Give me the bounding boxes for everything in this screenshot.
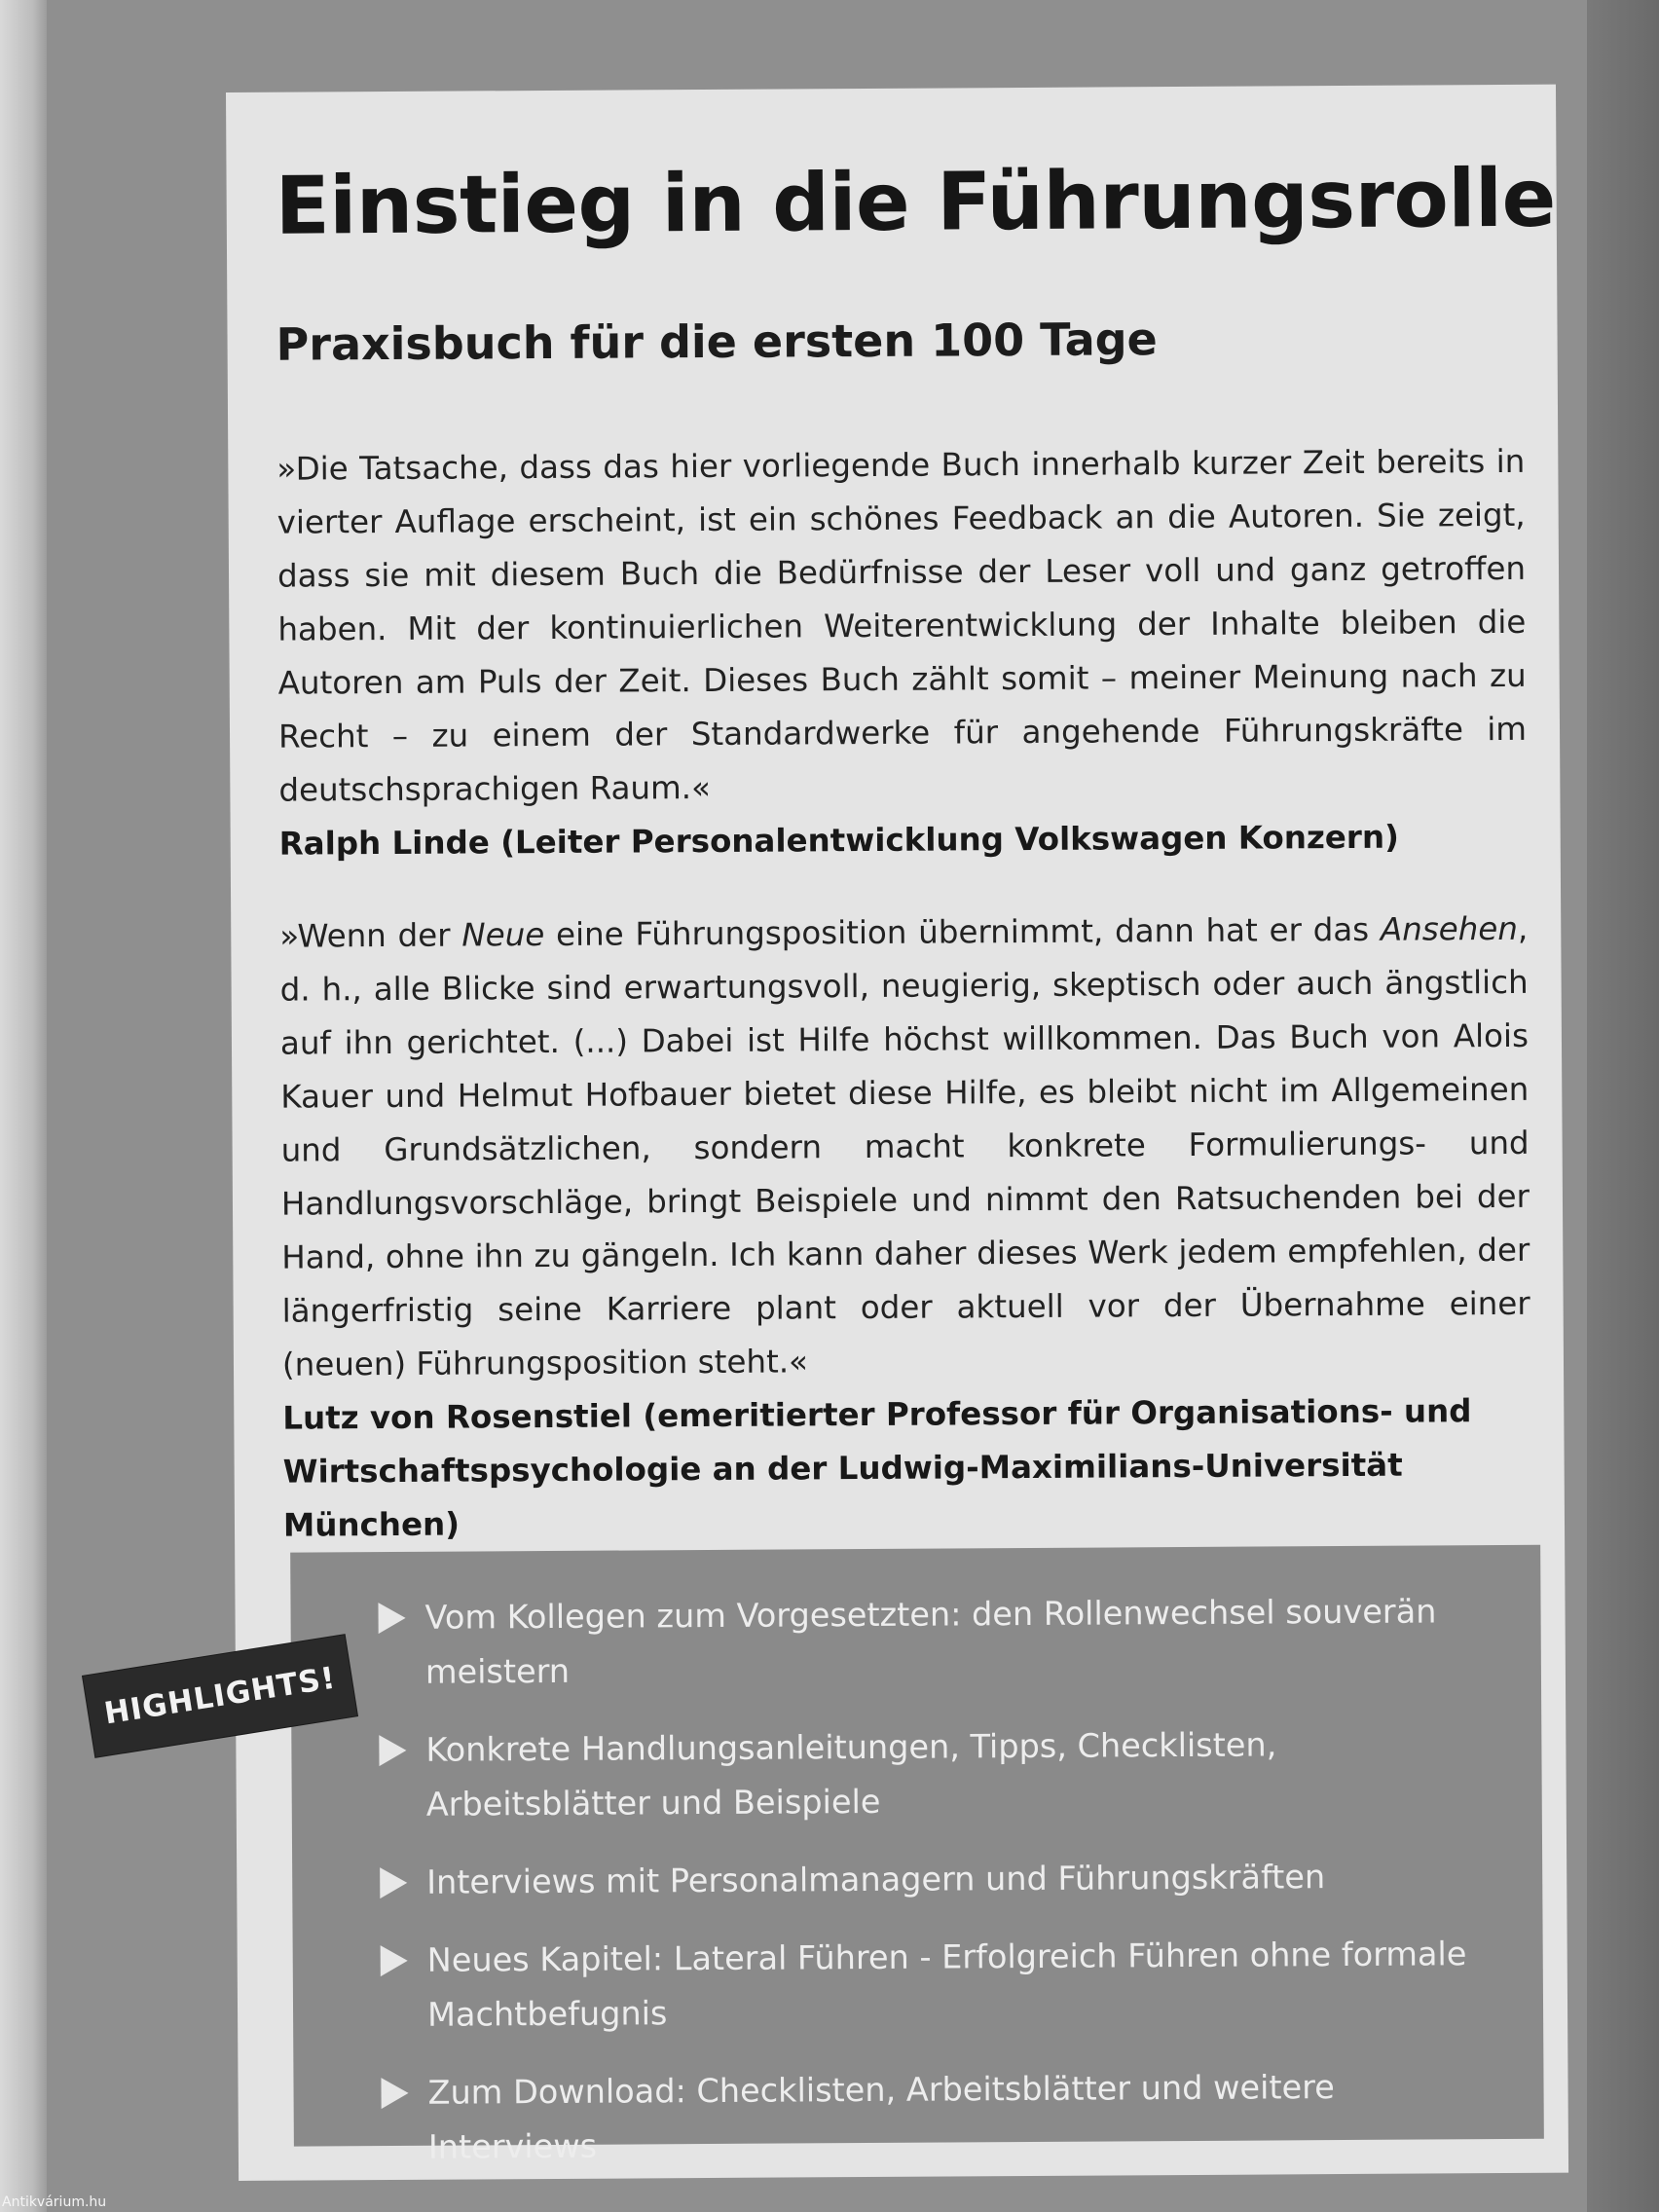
quote-attribution: Lutz von Rosenstiel (emeritierter Professor für Organisations- und Wirtschaftspsychologie an der Ludwig-Maximilians-Universität München) [282, 1392, 1472, 1544]
highlight-text: Zum Download: Checklisten, Arbeitsblätter und weitere Interviews [427, 2068, 1335, 2166]
highlight-text: Konkrete Handlungsanleitungen, Tipps, Checklisten, Arbeitsblätter und Beispiele [425, 1725, 1277, 1824]
triangle-right-icon [381, 2078, 408, 2109]
triangle-right-icon [380, 1867, 407, 1899]
text-panel [226, 85, 1568, 2181]
quote-emphasis: Ansehen [1380, 909, 1519, 948]
highlight-text: Interviews mit Personalmanagern und Führungskräften [426, 1858, 1326, 1901]
book-subtitle: Praxisbuch für die ersten 100 Tage [276, 313, 1158, 371]
book-title: Einstieg in die Führungsrolle [275, 152, 1556, 253]
highlight-item [379, 1716, 1470, 1832]
quote-text-part: , d. h., alle Blicke sind erwartungsvoll, neugierig, skeptisch oder auch ängstlich auf ihn gerichtet. (...) Dabei ist Hilfe höchst willkommen. Das Buch von Alois Kauer und Helmut Hofbauer bietet diese Hilfe, es bleibt nicht im Allgemeinen und Grundsätzlichen, sondern macht konkrete Formulierungs- und Handlungsvorschläge, bringt Beispiele und nimmt den Ratsuchenden bei der Hand, ohne ihn zu gängeln. Ich kann daher dieses Werk jedem empfehlen, der längerfristig seine Karriere plant oder aktuell vor der Übernahme einer (neuen) Führungsposition steht.« [279, 909, 1530, 1383]
highlight-text: Vom Kollegen zum Vorgesetzten: den Rollenwechsel souverän meistern [424, 1592, 1437, 1691]
badge-label: HIGHLIGHTS! [101, 1660, 339, 1732]
triangle-right-icon [379, 1735, 406, 1766]
quote-emphasis: Neue [461, 916, 545, 954]
highlight-item [381, 2059, 1472, 2175]
triangle-right-icon [378, 1603, 405, 1634]
highlight-text: Neues Kapitel: Lateral Führen - Erfolgreich Führen ohne formale Machtbefugnis [426, 1935, 1467, 2034]
quote-attribution: Ralph Linde (Leiter Personalentwicklung Volkswagen Konzern) [278, 818, 1399, 863]
highlight-item [378, 1584, 1469, 1700]
highlight-item [381, 1927, 1472, 2043]
highlight-item [380, 1849, 1470, 1910]
highlights-list [378, 1584, 1472, 2198]
quote-text-part: »Wenn der [279, 916, 462, 955]
testimonial-quote-1 [276, 435, 1528, 871]
quote-text-part: eine Führungsposition übernimmt, dann hat er das [544, 910, 1382, 954]
highlights-box [290, 1545, 1544, 2166]
cover-right-edge [1587, 0, 1659, 2212]
quote-text: »Die Tatsache, dass das hier vorliegende Buch innerhalb kurzer Zeit bereits in vierter Auflage erscheint, ist ein schönes Feedback an die Autoren. Sie zeigt, dass sie mit diesem Buch die Bedürfnisse der Leser voll und ganz getroffen haben. Mit der kontinuierlichen Weiterentwicklung der Inhalte bleiben die Autoren am Puls der Zeit. Dieses Buch zählt somit – meiner Meinung nach zu Recht – zu einem der Standardwerke für angehende Führungskräfte im deutschsprachigen Raum.« [276, 442, 1528, 809]
testimonial-quote-2 [279, 903, 1531, 1553]
watermark: Antikvárium.hu [2, 2194, 107, 2210]
page-edge [0, 0, 47, 2212]
triangle-right-icon [381, 1945, 408, 1976]
